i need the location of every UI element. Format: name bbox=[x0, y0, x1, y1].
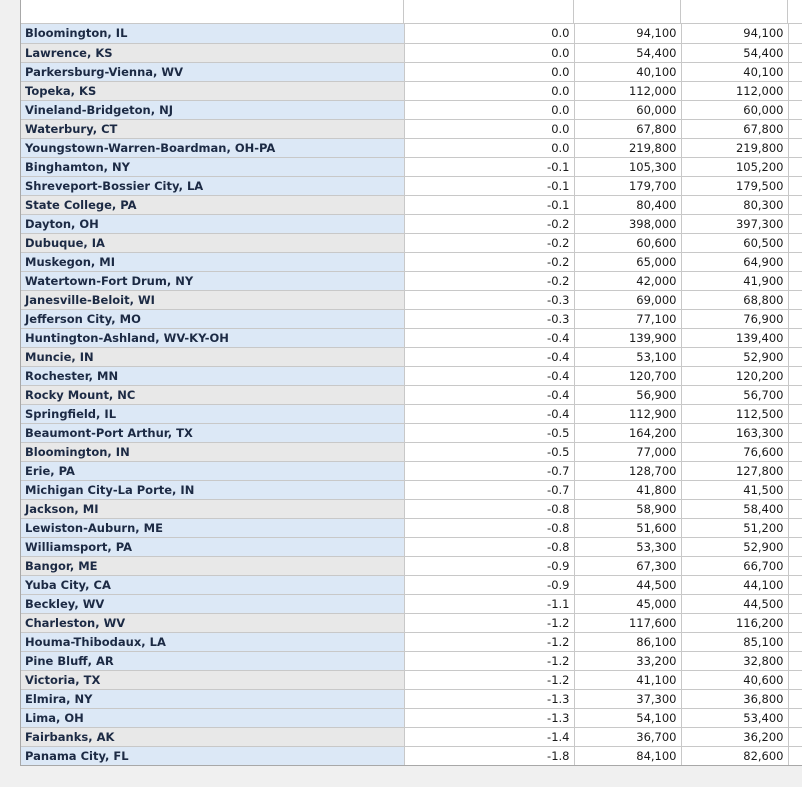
previous-value-cell[interactable]: 69,000 bbox=[574, 290, 681, 309]
metro-name-cell[interactable]: Binghamton, NY bbox=[21, 157, 404, 176]
previous-value-cell[interactable]: 179,700 bbox=[574, 176, 681, 195]
metro-name-cell[interactable]: Bloomington, IN bbox=[21, 442, 404, 461]
current-value-cell[interactable]: 116,200 bbox=[681, 613, 788, 632]
metro-name-cell[interactable]: Bloomington, IL bbox=[21, 24, 404, 43]
previous-value-cell[interactable]: 94,100 bbox=[574, 24, 681, 43]
table-row[interactable] bbox=[21, 480, 802, 499]
empty-cell[interactable] bbox=[788, 347, 802, 366]
change-cell[interactable]: 0.0 bbox=[404, 62, 574, 81]
empty-cell[interactable] bbox=[788, 138, 802, 157]
previous-value-cell[interactable]: 219,800 bbox=[574, 138, 681, 157]
empty-cell[interactable] bbox=[788, 385, 802, 404]
current-value-cell[interactable]: 44,100 bbox=[681, 575, 788, 594]
previous-value-cell[interactable]: 60,000 bbox=[574, 100, 681, 119]
previous-value-cell[interactable]: 112,000 bbox=[574, 81, 681, 100]
change-cell[interactable]: -0.9 bbox=[404, 575, 574, 594]
empty-cell[interactable] bbox=[788, 157, 802, 176]
empty-cell[interactable] bbox=[788, 195, 802, 214]
previous-value-cell[interactable]: 51,600 bbox=[574, 518, 681, 537]
table-row[interactable] bbox=[21, 119, 802, 138]
current-value-cell[interactable]: 76,900 bbox=[681, 309, 788, 328]
empty-cell[interactable] bbox=[788, 499, 802, 518]
change-cell[interactable]: -0.8 bbox=[404, 537, 574, 556]
current-value-cell[interactable]: 36,800 bbox=[681, 689, 788, 708]
metro-name-cell[interactable]: Lawrence, KS bbox=[21, 43, 404, 62]
empty-cell[interactable] bbox=[788, 727, 802, 746]
empty-cell[interactable] bbox=[788, 309, 802, 328]
previous-value-cell[interactable]: 42,000 bbox=[574, 271, 681, 290]
empty-cell[interactable] bbox=[788, 575, 802, 594]
empty-cell[interactable] bbox=[788, 651, 802, 670]
current-value-cell[interactable]: 68,800 bbox=[681, 290, 788, 309]
table-body bbox=[21, 24, 802, 765]
change-cell[interactable]: -0.3 bbox=[404, 309, 574, 328]
table-row[interactable] bbox=[21, 81, 802, 100]
change-cell[interactable]: -0.7 bbox=[404, 461, 574, 480]
previous-value-cell[interactable]: 40,100 bbox=[574, 62, 681, 81]
current-value-cell[interactable]: 40,100 bbox=[681, 62, 788, 81]
current-value-cell[interactable]: 41,900 bbox=[681, 271, 788, 290]
metro-name-cell[interactable]: Elmira, NY bbox=[21, 689, 404, 708]
current-value-cell[interactable]: 139,400 bbox=[681, 328, 788, 347]
metro-name-cell[interactable]: Rocky Mount, NC bbox=[21, 385, 404, 404]
metro-name-cell[interactable]: Erie, PA bbox=[21, 461, 404, 480]
empty-cell[interactable] bbox=[788, 81, 802, 100]
current-value-cell[interactable]: 40,600 bbox=[681, 670, 788, 689]
previous-value-cell[interactable]: 53,100 bbox=[574, 347, 681, 366]
metro-name-cell[interactable]: Dayton, OH bbox=[21, 214, 404, 233]
empty-cell[interactable] bbox=[788, 613, 802, 632]
change-cell[interactable]: -0.4 bbox=[404, 366, 574, 385]
previous-value-cell[interactable]: 117,600 bbox=[574, 613, 681, 632]
change-cell[interactable]: -0.5 bbox=[404, 423, 574, 442]
current-value-cell[interactable]: 163,300 bbox=[681, 423, 788, 442]
change-cell[interactable]: -1.4 bbox=[404, 727, 574, 746]
change-cell[interactable]: -1.8 bbox=[404, 746, 574, 765]
empty-cell[interactable] bbox=[788, 366, 802, 385]
change-cell[interactable]: 0.0 bbox=[404, 24, 574, 43]
metro-name-cell[interactable]: Beaumont-Port Arthur, TX bbox=[21, 423, 404, 442]
metro-name-cell[interactable]: Springfield, IL bbox=[21, 404, 404, 423]
empty-cell[interactable] bbox=[788, 252, 802, 271]
empty-cell[interactable] bbox=[788, 100, 802, 119]
current-value-cell[interactable]: 112,000 bbox=[681, 81, 788, 100]
previous-value-cell[interactable]: 65,000 bbox=[574, 252, 681, 271]
clipped-cell bbox=[21, 0, 404, 24]
change-cell[interactable]: 0.0 bbox=[404, 43, 574, 62]
metro-name-cell[interactable]: Houma-Thibodaux, LA bbox=[21, 632, 404, 651]
table-row[interactable] bbox=[21, 252, 802, 271]
current-value-cell[interactable]: 41,500 bbox=[681, 480, 788, 499]
current-value-cell[interactable]: 54,400 bbox=[681, 43, 788, 62]
change-cell[interactable]: -0.2 bbox=[404, 233, 574, 252]
metro-name-cell[interactable]: Lewiston-Auburn, ME bbox=[21, 518, 404, 537]
previous-value-cell[interactable]: 398,000 bbox=[574, 214, 681, 233]
change-cell[interactable]: -1.2 bbox=[404, 613, 574, 632]
table-row[interactable] bbox=[21, 556, 802, 575]
current-value-cell[interactable]: 52,900 bbox=[681, 537, 788, 556]
change-cell[interactable]: -0.4 bbox=[404, 385, 574, 404]
change-cell[interactable]: -0.8 bbox=[404, 518, 574, 537]
metro-name-cell[interactable]: Victoria, TX bbox=[21, 670, 404, 689]
table-row[interactable] bbox=[21, 632, 802, 651]
change-cell[interactable]: -1.2 bbox=[404, 632, 574, 651]
change-cell[interactable]: -0.9 bbox=[404, 556, 574, 575]
current-value-cell[interactable]: 120,200 bbox=[681, 366, 788, 385]
table-row[interactable] bbox=[21, 518, 802, 537]
table-row[interactable] bbox=[21, 727, 802, 746]
metro-name-cell[interactable]: Topeka, KS bbox=[21, 81, 404, 100]
metro-name-cell[interactable]: Fairbanks, AK bbox=[21, 727, 404, 746]
change-cell[interactable]: -1.2 bbox=[404, 651, 574, 670]
current-value-cell[interactable]: 32,800 bbox=[681, 651, 788, 670]
change-cell[interactable]: -0.7 bbox=[404, 480, 574, 499]
metro-name-cell[interactable]: Janesville-Beloit, WI bbox=[21, 290, 404, 309]
table-row[interactable] bbox=[21, 575, 802, 594]
metro-name-cell[interactable]: Waterbury, CT bbox=[21, 119, 404, 138]
table-row[interactable] bbox=[21, 176, 802, 195]
table-row[interactable] bbox=[21, 404, 802, 423]
table-row[interactable] bbox=[21, 366, 802, 385]
change-cell[interactable]: -0.2 bbox=[404, 271, 574, 290]
metro-name-cell[interactable]: Bangor, ME bbox=[21, 556, 404, 575]
table-row[interactable] bbox=[21, 290, 802, 309]
current-value-cell[interactable]: 76,600 bbox=[681, 442, 788, 461]
current-value-cell[interactable]: 82,600 bbox=[681, 746, 788, 765]
current-value-cell[interactable]: 60,500 bbox=[681, 233, 788, 252]
previous-value-cell[interactable]: 53,300 bbox=[574, 537, 681, 556]
metro-name-cell[interactable]: Williamsport, PA bbox=[21, 537, 404, 556]
empty-cell[interactable] bbox=[788, 746, 802, 765]
current-value-cell[interactable]: 85,100 bbox=[681, 632, 788, 651]
previous-value-cell[interactable]: 164,200 bbox=[574, 423, 681, 442]
table-row[interactable] bbox=[21, 43, 802, 62]
empty-cell[interactable] bbox=[788, 670, 802, 689]
change-cell[interactable]: -0.3 bbox=[404, 290, 574, 309]
change-cell[interactable]: 0.0 bbox=[404, 119, 574, 138]
change-cell[interactable]: -0.4 bbox=[404, 347, 574, 366]
table-row[interactable] bbox=[21, 233, 802, 252]
metro-name-cell[interactable]: Dubuque, IA bbox=[21, 233, 404, 252]
empty-cell[interactable] bbox=[788, 119, 802, 138]
change-cell[interactable]: 0.0 bbox=[404, 81, 574, 100]
table-row[interactable] bbox=[21, 157, 802, 176]
table-row[interactable] bbox=[21, 442, 802, 461]
table-row[interactable] bbox=[21, 499, 802, 518]
previous-value-cell[interactable]: 128,700 bbox=[574, 461, 681, 480]
spreadsheet-view bbox=[20, 0, 802, 766]
table-row[interactable] bbox=[21, 347, 802, 366]
metro-name-cell[interactable]: Muskegon, MI bbox=[21, 252, 404, 271]
current-value-cell[interactable]: 67,800 bbox=[681, 119, 788, 138]
empty-cell[interactable] bbox=[788, 271, 802, 290]
empty-cell[interactable] bbox=[788, 233, 802, 252]
current-value-cell[interactable]: 53,400 bbox=[681, 708, 788, 727]
change-cell[interactable]: -1.2 bbox=[404, 670, 574, 689]
empty-cell[interactable] bbox=[788, 689, 802, 708]
metro-name-cell[interactable]: Huntington-Ashland, WV-KY-OH bbox=[21, 328, 404, 347]
metro-name-cell[interactable]: Pine Bluff, AR bbox=[21, 651, 404, 670]
current-value-cell[interactable]: 64,900 bbox=[681, 252, 788, 271]
previous-value-cell[interactable]: 56,900 bbox=[574, 385, 681, 404]
empty-cell[interactable] bbox=[788, 290, 802, 309]
table-row[interactable] bbox=[21, 309, 802, 328]
metro-name-cell[interactable]: Yuba City, CA bbox=[21, 575, 404, 594]
metro-employment-table bbox=[21, 24, 802, 766]
previous-value-cell[interactable]: 112,900 bbox=[574, 404, 681, 423]
table-row[interactable] bbox=[21, 537, 802, 556]
current-value-cell[interactable]: 52,900 bbox=[681, 347, 788, 366]
table-row[interactable] bbox=[21, 670, 802, 689]
metro-name-cell[interactable]: Shreveport-Bossier City, LA bbox=[21, 176, 404, 195]
previous-value-cell[interactable]: 80,400 bbox=[574, 195, 681, 214]
current-value-cell[interactable]: 66,700 bbox=[681, 556, 788, 575]
empty-cell[interactable] bbox=[788, 594, 802, 613]
change-cell[interactable]: -1.3 bbox=[404, 689, 574, 708]
empty-cell[interactable] bbox=[788, 556, 802, 575]
empty-cell[interactable] bbox=[788, 24, 802, 43]
previous-value-cell[interactable]: 86,100 bbox=[574, 632, 681, 651]
table-row[interactable] bbox=[21, 689, 802, 708]
current-value-cell[interactable]: 36,200 bbox=[681, 727, 788, 746]
table-row[interactable] bbox=[21, 100, 802, 119]
metro-name-cell[interactable]: Rochester, MN bbox=[21, 366, 404, 385]
table-row[interactable] bbox=[21, 138, 802, 157]
change-cell[interactable]: 0.0 bbox=[404, 138, 574, 157]
current-value-cell[interactable]: 112,500 bbox=[681, 404, 788, 423]
metro-name-cell[interactable]: Panama City, FL bbox=[21, 746, 404, 765]
table-row[interactable] bbox=[21, 271, 802, 290]
table-row[interactable] bbox=[21, 461, 802, 480]
metro-name-cell[interactable]: State College, PA bbox=[21, 195, 404, 214]
table-row[interactable] bbox=[21, 651, 802, 670]
table-row[interactable] bbox=[21, 708, 802, 727]
empty-cell[interactable] bbox=[788, 461, 802, 480]
table-row[interactable] bbox=[21, 385, 802, 404]
current-value-cell[interactable]: 179,500 bbox=[681, 176, 788, 195]
metro-name-cell[interactable]: Muncie, IN bbox=[21, 347, 404, 366]
empty-cell[interactable] bbox=[788, 404, 802, 423]
metro-name-cell[interactable]: Jackson, MI bbox=[21, 499, 404, 518]
previous-value-cell[interactable]: 41,800 bbox=[574, 480, 681, 499]
empty-cell[interactable] bbox=[788, 518, 802, 537]
metro-name-cell[interactable]: Beckley, WV bbox=[21, 594, 404, 613]
current-value-cell[interactable]: 44,500 bbox=[681, 594, 788, 613]
previous-value-cell[interactable]: 67,300 bbox=[574, 556, 681, 575]
previous-value-cell[interactable]: 36,700 bbox=[574, 727, 681, 746]
clipped-cell bbox=[404, 0, 574, 24]
table-row[interactable] bbox=[21, 62, 802, 81]
change-cell[interactable]: -1.1 bbox=[404, 594, 574, 613]
table-row[interactable] bbox=[21, 746, 802, 765]
previous-value-cell[interactable]: 120,700 bbox=[574, 366, 681, 385]
empty-cell[interactable] bbox=[788, 442, 802, 461]
table-row[interactable] bbox=[21, 195, 802, 214]
metro-name-cell[interactable]: Charleston, WV bbox=[21, 613, 404, 632]
current-value-cell[interactable]: 80,300 bbox=[681, 195, 788, 214]
empty-cell[interactable] bbox=[788, 62, 802, 81]
previous-value-cell[interactable]: 67,800 bbox=[574, 119, 681, 138]
change-cell[interactable]: -0.4 bbox=[404, 328, 574, 347]
empty-cell[interactable] bbox=[788, 328, 802, 347]
clipped-row-top bbox=[21, 0, 802, 24]
current-value-cell[interactable]: 94,100 bbox=[681, 24, 788, 43]
empty-cell[interactable] bbox=[788, 43, 802, 62]
current-value-cell[interactable]: 105,200 bbox=[681, 157, 788, 176]
current-value-cell[interactable]: 51,200 bbox=[681, 518, 788, 537]
current-value-cell[interactable]: 58,400 bbox=[681, 499, 788, 518]
previous-value-cell[interactable]: 77,100 bbox=[574, 309, 681, 328]
table-row[interactable] bbox=[21, 423, 802, 442]
previous-value-cell[interactable]: 33,200 bbox=[574, 651, 681, 670]
current-value-cell[interactable]: 127,800 bbox=[681, 461, 788, 480]
clipped-cell bbox=[574, 0, 681, 24]
metro-name-cell[interactable]: Michigan City-La Porte, IN bbox=[21, 480, 404, 499]
clipped-cell bbox=[681, 0, 788, 24]
previous-value-cell[interactable]: 41,100 bbox=[574, 670, 681, 689]
table-row[interactable] bbox=[21, 594, 802, 613]
change-cell[interactable]: -0.5 bbox=[404, 442, 574, 461]
current-value-cell[interactable]: 56,700 bbox=[681, 385, 788, 404]
empty-cell[interactable] bbox=[788, 423, 802, 442]
table-row[interactable] bbox=[21, 24, 802, 43]
current-value-cell[interactable]: 219,800 bbox=[681, 138, 788, 157]
table-row[interactable] bbox=[21, 328, 802, 347]
previous-value-cell[interactable]: 54,400 bbox=[574, 43, 681, 62]
previous-value-cell[interactable]: 139,900 bbox=[574, 328, 681, 347]
previous-value-cell[interactable]: 45,000 bbox=[574, 594, 681, 613]
change-cell[interactable]: -0.1 bbox=[404, 176, 574, 195]
change-cell[interactable]: -0.1 bbox=[404, 195, 574, 214]
previous-value-cell[interactable]: 54,100 bbox=[574, 708, 681, 727]
empty-cell[interactable] bbox=[788, 214, 802, 233]
change-cell[interactable]: -1.3 bbox=[404, 708, 574, 727]
current-value-cell[interactable]: 60,000 bbox=[681, 100, 788, 119]
empty-cell[interactable] bbox=[788, 176, 802, 195]
previous-value-cell[interactable]: 84,100 bbox=[574, 746, 681, 765]
change-cell[interactable]: -0.2 bbox=[404, 214, 574, 233]
empty-cell[interactable] bbox=[788, 537, 802, 556]
change-cell[interactable]: -0.2 bbox=[404, 252, 574, 271]
table-row[interactable] bbox=[21, 214, 802, 233]
change-cell[interactable]: 0.0 bbox=[404, 100, 574, 119]
previous-value-cell[interactable]: 37,300 bbox=[574, 689, 681, 708]
change-cell[interactable]: -0.8 bbox=[404, 499, 574, 518]
metro-name-cell[interactable]: Lima, OH bbox=[21, 708, 404, 727]
previous-value-cell[interactable]: 60,600 bbox=[574, 233, 681, 252]
table-row[interactable] bbox=[21, 613, 802, 632]
metro-name-cell[interactable]: Parkersburg-Vienna, WV bbox=[21, 62, 404, 81]
change-cell[interactable]: -0.4 bbox=[404, 404, 574, 423]
current-value-cell[interactable]: 397,300 bbox=[681, 214, 788, 233]
previous-value-cell[interactable]: 44,500 bbox=[574, 575, 681, 594]
metro-name-cell[interactable]: Vineland-Bridgeton, NJ bbox=[21, 100, 404, 119]
change-cell[interactable]: -0.1 bbox=[404, 157, 574, 176]
empty-cell[interactable] bbox=[788, 708, 802, 727]
previous-value-cell[interactable]: 105,300 bbox=[574, 157, 681, 176]
previous-value-cell[interactable]: 58,900 bbox=[574, 499, 681, 518]
metro-name-cell[interactable]: Jefferson City, MO bbox=[21, 309, 404, 328]
empty-cell[interactable] bbox=[788, 632, 802, 651]
previous-value-cell[interactable]: 77,000 bbox=[574, 442, 681, 461]
empty-cell[interactable] bbox=[788, 480, 802, 499]
metro-name-cell[interactable]: Watertown-Fort Drum, NY bbox=[21, 271, 404, 290]
metro-name-cell[interactable]: Youngstown-Warren-Boardman, OH-PA bbox=[21, 138, 404, 157]
